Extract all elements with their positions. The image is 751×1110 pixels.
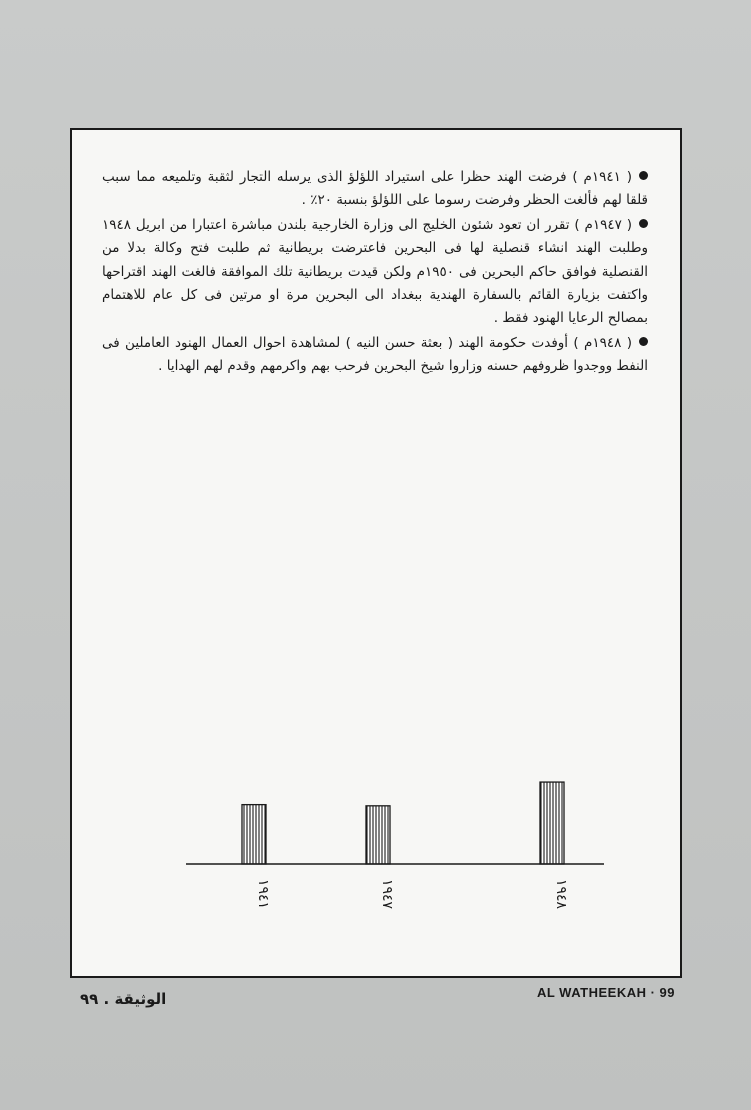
paragraph-text: ( ١٩٤١م ) فرضت الهند حظرا على استيراد اللؤلؤ الذى يرسله التجار لثقبة وتلميعه مما سبب قلقا لهم فألغت الحظر وفرضت رسوما على اللؤلؤ بنسبة ٢٠٪ . — [102, 169, 648, 209]
paragraph-1941 — [102, 166, 648, 213]
paragraph-1947 — [102, 214, 648, 331]
bullet-icon — [639, 337, 648, 346]
bullet-icon — [639, 219, 648, 228]
tick-label-1: ١٩٤٧ — [379, 878, 395, 910]
article-text — [102, 166, 648, 380]
tick-label-2: ١٩٤٨ — [553, 878, 569, 910]
bar-chart — [72, 760, 632, 940]
bar-2 — [540, 782, 564, 864]
paragraph-1948 — [102, 332, 648, 379]
footer-arabic-page: الوثيقة . ٩٩ — [80, 990, 167, 1008]
paragraph-text: ( ١٩٤٨م ) أوفدت حكومة الهند ( بعثة حسن النيه ) لمشاهدة احوال العمال الهنود العاملين فى النفط ووجدوا ظروفهم حسنه وزاروا شيخ البحرين فرحب بهم واكرمهم وقدم لهم الهدايا . — [102, 334, 648, 375]
footer-latin-page: AL WATHEEKAH · 99 — [536, 985, 675, 1000]
tick-label-0: ١٩٤١ — [255, 878, 271, 910]
paragraph-text: ( ١٩٤٧م ) تقرر ان تعود شئون الخليج الى وزارة الخارجية بلندن مباشرة اعتبارا من ابريل ١٩٤٨ وطلبت الهند انشاء قنصلية لها فى البحرين فاعترضت بريطانية ثم طلبت فتح وكالة بدلا من القنصلية فوافق حاكم البحرين فى ١٩٥٠م ولكن قيدت بريطانية تلك الموافقة فالغت الهند اقتراحها واكتفت بزيارة القائم بالسفارة الهندية ببغداد الى البحرين مرة او مرتين فى كل عام للاهتمام بمصالح الرعايا الهنود فقط . — [102, 216, 649, 327]
bar-1 — [366, 806, 390, 864]
bar-0 — [242, 805, 266, 864]
bullet-icon — [639, 171, 648, 180]
